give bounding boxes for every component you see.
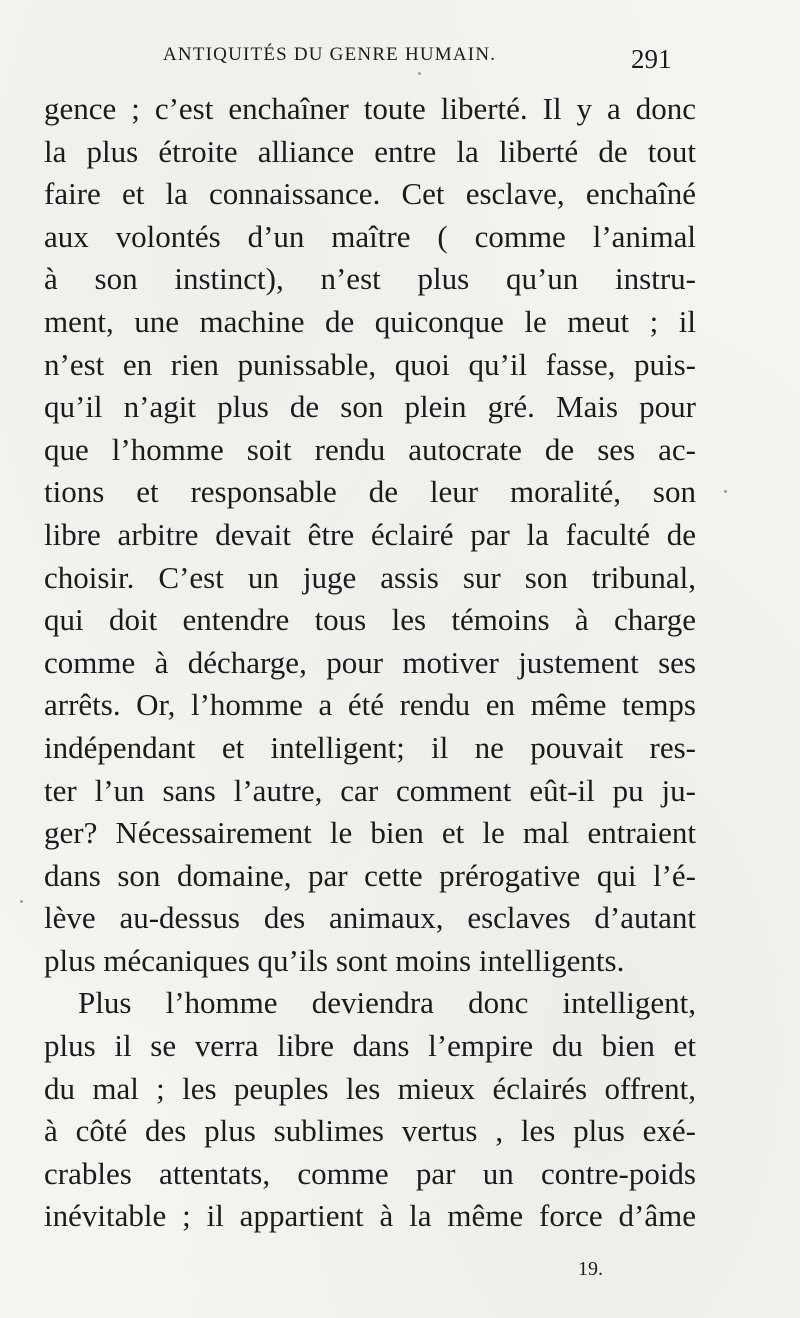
text-line: la plus étroite alliance entre la liberté de tout — [44, 133, 696, 169]
text-line: faire et la connaissance. Cet esclave, enchaîné — [44, 176, 696, 212]
ink-speck — [418, 72, 421, 75]
text-line: comme à décharge, pour motiver justement ses — [44, 644, 696, 680]
text-line: à son instinct), n’est plus qu’un instru- — [44, 261, 696, 297]
text-line: à côté des plus sublimes vertus , les plus exé- — [44, 1113, 696, 1149]
page-body-text — [44, 88, 696, 1238]
text-line: ger? Nécessairement le bien et le mal entraient — [44, 815, 696, 851]
text-line: du mal ; les peuples les mieux éclairés offrent, — [44, 1070, 696, 1106]
text-line: tions et responsable de leur moralité, son — [44, 474, 696, 510]
text-line-paragraph-end: plus mécaniques qu’ils sont moins intelligents. — [44, 942, 625, 978]
text-line: inévitable ; il appartient à la même force d’âme — [44, 1198, 696, 1234]
text-line: qui doit entendre tous les témoins à charge — [44, 602, 696, 638]
text-line: que l’homme soit rendu autocrate de ses ac- — [44, 431, 696, 467]
text-line: crables attentats, comme par un contre-poids — [44, 1155, 696, 1191]
page-number: 291 — [631, 44, 672, 74]
text-line: lève au-dessus des animaux, esclaves d’autant — [44, 900, 696, 936]
text-line: gence ; c’est enchaîner toute liberté. Il y a donc — [44, 91, 696, 126]
text-line: indépendant et intelligent; il ne pouvait res- — [44, 729, 696, 765]
text-line: n’est en rien punissable, quoi qu’il fasse, puis- — [44, 346, 696, 382]
signature-mark: 19. — [578, 1258, 603, 1280]
text-line-paragraph-start: Plus l’homme deviendra donc intelligent, — [78, 985, 696, 1021]
running-title: ANTIQUITÉS DU GENRE HUMAIN. — [163, 44, 497, 65]
text-line: ment, une machine de quiconque le meut ; il — [44, 303, 696, 339]
text-line: choisir. C’est un juge assis sur son tribunal, — [44, 559, 696, 595]
ink-speck — [20, 900, 23, 903]
text-line: aux volontés d’un maître ( comme l’animal — [44, 218, 696, 254]
ink-speck — [724, 490, 727, 493]
text-line: libre arbitre devait être éclairé par la faculté de — [44, 516, 696, 552]
text-line: ter l’un sans l’autre, car comment eût-il pu ju- — [44, 772, 696, 808]
text-line: dans son domaine, par cette prérogative qui l’é- — [44, 857, 696, 893]
text-line: plus il se verra libre dans l’empire du bien et — [44, 1028, 696, 1064]
text-line: arrêts. Or, l’homme a été rendu en même temps — [44, 687, 696, 723]
text-line: qu’il n’agit plus de son plein gré. Mais pour — [44, 389, 696, 425]
